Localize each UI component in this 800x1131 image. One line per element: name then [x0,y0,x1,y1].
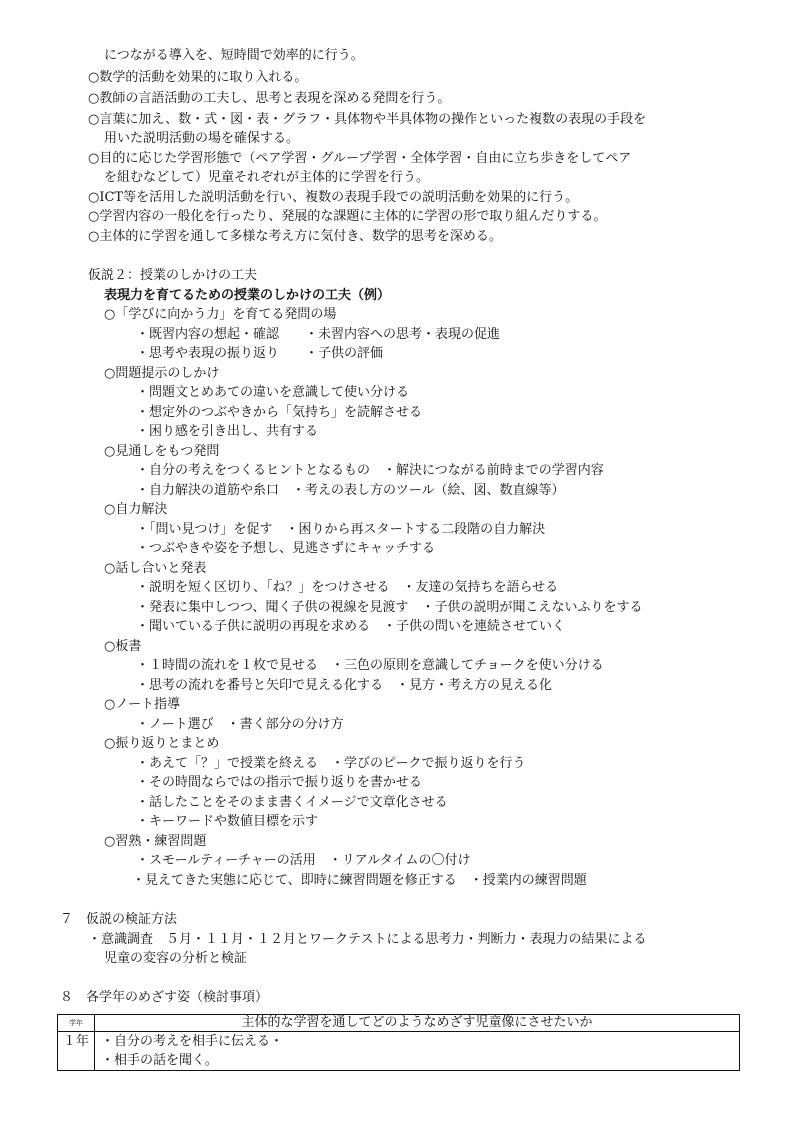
group-title: ○話し合いと発表 [104,561,207,576]
strategy-item: ○教師の言語活動の工夫し、思考と表現を深める発問を行う。 [88,91,451,106]
group-title: ○自力解決 [104,502,168,517]
section-line: ・意識調査 ５月・１１月・１２月とワークテストによる思考力・判断力・表現力の結果による [88,932,647,947]
strategy-item: ○主体的に学習を通して多様な考え方に気付き、数学的思考を深める。 [88,229,502,244]
group-title: ○習熟・練習問題 [104,834,207,849]
group-line: ・既習内容の想起・確認 ・未習内容への思考・表現の促進 [136,327,501,342]
section-heading: ８ 各学年のめざす姿（検討事項） [60,990,269,1005]
group-line: ・思考や表現の振り返り ・子供の評価 [136,346,384,361]
section-line: 児童の変容の分析と検証 [104,951,248,966]
group-line: ・キーワードや数値目標を示す [136,814,319,829]
strategy-item: ○言葉に加え、数・式・図・表・グラフ・具体物や半具体物の操作といった複数の表現の手段を [88,112,647,127]
goal-cell [95,1032,740,1071]
group-line: ・発表に集中しつつ、聞く子供の視線を見渡す ・子供の説明が聞こえないふりをする [136,600,643,615]
strategy-item: ○数学的活動を効果的に取り入れる。 [88,70,308,85]
group-line: ・思考の流れを番号と矢印で見える化する ・見方・考え方の見える化 [136,678,553,693]
hypothesis-heading: 仮説２：授業のしかけの工夫 [88,268,258,283]
group-line: ・１時間の流れを１枚で見せる ・三色の原則を意識してチョークを使い分ける [136,658,604,673]
strategy-item: ○学習内容の一般化を行ったり、発展的な課題に主体的に学習の形で取り組んだりする。 [88,209,607,224]
group-title: ○「学びに向かう力」を育てる発問の場 [104,307,337,322]
group-line: ・その時間ならではの指示で振り返りを書かせる [136,775,422,790]
group-line: ・自分の考えをつくるヒントとなるもの ・解決につながる前時までの学習内容 [136,463,604,478]
group-line: ・「問い見つけ」を促す ・困りから再スタートする二段階の自力解決 [136,522,546,537]
group-line: ・困り感を引き出し、共有する [136,424,319,439]
group-line: ・つぶやきや姿を予想し、見逃さずにキャッチする [136,541,436,556]
table-header-row [58,1015,740,1032]
hypothesis-subheading: 表現力を育てるための授業のしかけの工夫（例） [104,288,391,303]
goal-item: ・相手の話を聞く。 [101,1053,218,1068]
group-title: ○見通しをもつ発問 [104,444,220,459]
group-line: ・あえて「？」で授業を終える ・学びのピークで振り返りを行う [136,756,526,771]
group-title: ○ノート指導 [104,697,180,712]
grade-goals-table [57,1014,740,1071]
group-line: ・スモールティーチャーの活用 ・リアルタイムの〇付け [136,853,471,868]
group-line: ・ノート選び ・書く部分の分け方 [136,717,344,732]
group-line: ・自力解決の道筋や糸口 ・考えの表し方のツール（絵、図、数直線等） [136,483,565,498]
strategy-item-cont: を組むなどして）児童それぞれが主体的に学習を行う。 [104,170,430,185]
goal-column-header: 主体的な学習を通してどのようなめざす児童像にさせたいか [95,1015,740,1032]
group-line: ・話したことをそのまま書くイメージで文章化させる [136,795,448,810]
group-line: ・聞いている子供に説明の再現を求める ・子供の問いを連続させていく [136,619,566,634]
group-line: ・説明を短く区切り、「ね？」をつけさせる ・友達の気持ちを語らせる [136,580,559,595]
group-line: ・想定外のつぶやきから「気持ち」を読解させる [136,405,423,420]
table-row [58,1032,740,1071]
grade-column-header: 学年 [58,1015,95,1032]
group-title: ○問題提示のしかけ [104,366,220,381]
group-title: ○板書 [104,639,142,654]
group-line: ・問題文とめあての違いを意識して使い分ける [136,385,410,400]
strategy-item: ○目的に応じた学習形態で（ペア学習・グループ学習・全体学習・自由に立ち歩きをしてペア [88,151,632,166]
strategy-item-cont: 用いた説明活動の場を確保する。 [104,131,300,146]
group-title: ○振り返りとまとめ [104,736,220,751]
grade-cell: １年 [58,1032,95,1071]
section-heading: ７ 仮説の検証方法 [60,912,178,927]
goal-item: ・自分の考えを相手に伝える・ [101,1034,284,1049]
strategy-item: ○ICT等を活用した説明活動を行い、複数の表現手段での説明活動を効果的に行う。 [88,190,579,205]
group-line: ・見えてきた実態に応じて、即時に練習問題を修正する ・授業内の練習問題 [132,873,587,888]
continuation-line: につながる導入を、短時間で効率的に行う。 [104,48,364,63]
